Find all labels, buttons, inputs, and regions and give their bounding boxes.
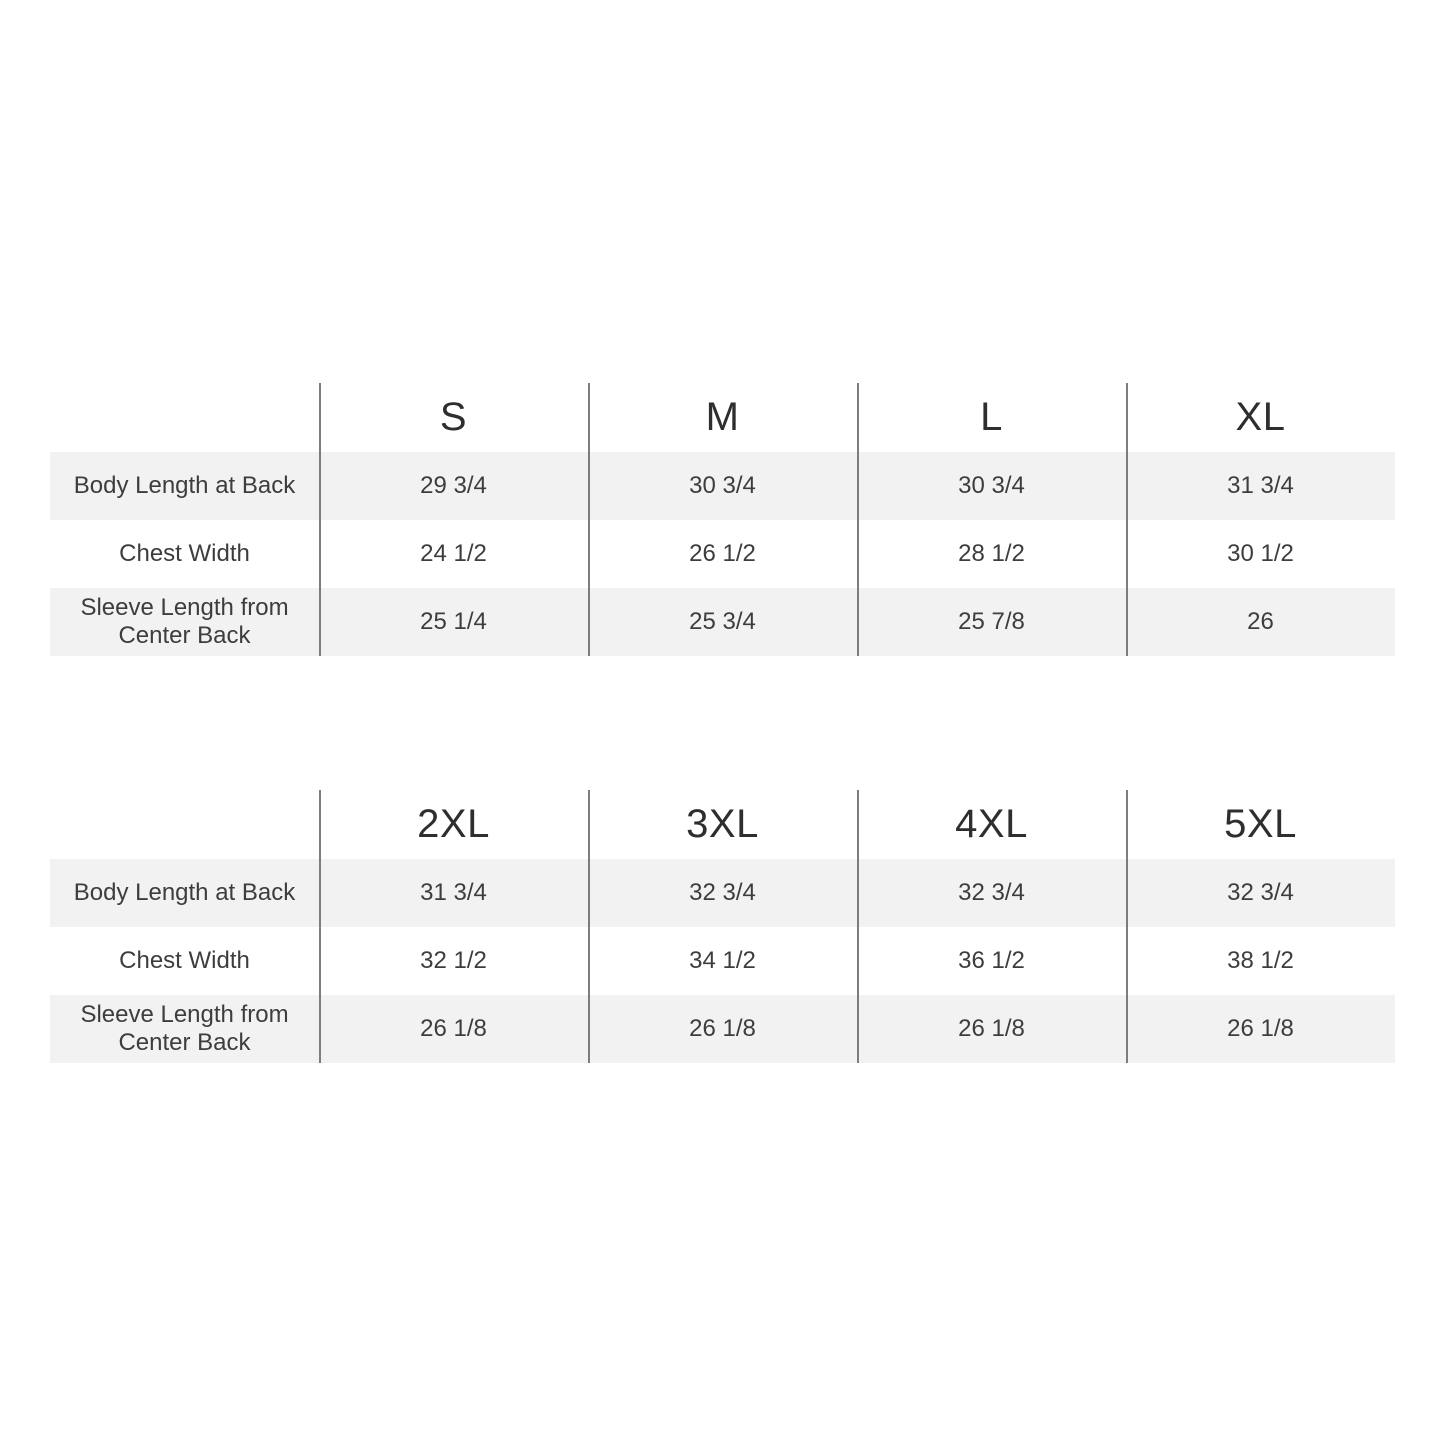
size-header-4xl: 4XL xyxy=(955,802,1028,846)
measurement-value: 30 3/4 xyxy=(958,472,1025,499)
measurement-value: 31 3/4 xyxy=(420,879,487,906)
measurement-value: 32 3/4 xyxy=(1227,879,1294,906)
measurement-value: 26 1/8 xyxy=(958,1015,1025,1042)
size-header-xl: XL xyxy=(1235,395,1286,439)
measurement-value: 34 1/2 xyxy=(689,947,756,974)
column-divider xyxy=(588,383,590,656)
measurement-value: 26 1/8 xyxy=(1227,1015,1294,1042)
size-header-5xl: 5XL xyxy=(1224,802,1297,846)
measurement-value: 31 3/4 xyxy=(1227,472,1294,499)
row-label: Sleeve Length from Center Back xyxy=(80,1000,289,1056)
column-divider xyxy=(1126,383,1128,656)
table-row-body-length xyxy=(50,452,1395,520)
column-divider xyxy=(857,383,859,656)
size-table-s-xl xyxy=(50,383,1395,656)
measurement-value: 30 1/2 xyxy=(1227,540,1294,567)
table-row-sleeve-length xyxy=(50,995,1395,1063)
measurement-value: 32 3/4 xyxy=(958,879,1025,906)
measurement-value: 28 1/2 xyxy=(958,540,1025,567)
row-label: Chest Width xyxy=(119,946,250,974)
measurement-value: 25 1/4 xyxy=(420,608,487,635)
header-row xyxy=(50,790,1395,859)
measurement-value: 26 1/8 xyxy=(689,1015,756,1042)
measurement-value: 29 3/4 xyxy=(420,472,487,499)
column-divider xyxy=(319,790,321,1063)
column-divider xyxy=(857,790,859,1063)
measurement-value: 26 xyxy=(1247,608,1274,635)
row-label: Chest Width xyxy=(119,539,250,567)
size-chart-page xyxy=(0,383,1445,1445)
measurement-value: 32 3/4 xyxy=(689,879,756,906)
measurement-value: 26 1/8 xyxy=(420,1015,487,1042)
measurement-value: 25 3/4 xyxy=(689,608,756,635)
column-divider xyxy=(588,790,590,1063)
size-table-2xl-5xl xyxy=(50,790,1395,1063)
row-label: Body Length at Back xyxy=(73,878,296,906)
measurement-value: 25 7/8 xyxy=(958,608,1025,635)
measurement-value: 32 1/2 xyxy=(420,947,487,974)
table-row-chest-width xyxy=(50,927,1395,995)
column-divider xyxy=(319,383,321,656)
measurement-value: 36 1/2 xyxy=(958,947,1025,974)
row-label: Sleeve Length from Center Back xyxy=(80,593,289,649)
table-row-chest-width xyxy=(50,520,1395,588)
table-row-sleeve-length xyxy=(50,588,1395,656)
measurement-value: 38 1/2 xyxy=(1227,947,1294,974)
column-divider xyxy=(1126,790,1128,1063)
measurement-value: 24 1/2 xyxy=(420,540,487,567)
table-row-body-length xyxy=(50,859,1395,927)
header-row xyxy=(50,383,1395,452)
size-header-2xl: 2XL xyxy=(417,802,490,846)
row-label: Body Length at Back xyxy=(73,471,296,499)
size-header-s: S xyxy=(439,395,468,439)
size-header-l: L xyxy=(980,395,1003,439)
measurement-value: 30 3/4 xyxy=(689,472,756,499)
size-header-m: M xyxy=(705,395,740,439)
measurement-value: 26 1/2 xyxy=(689,540,756,567)
size-header-3xl: 3XL xyxy=(686,802,759,846)
